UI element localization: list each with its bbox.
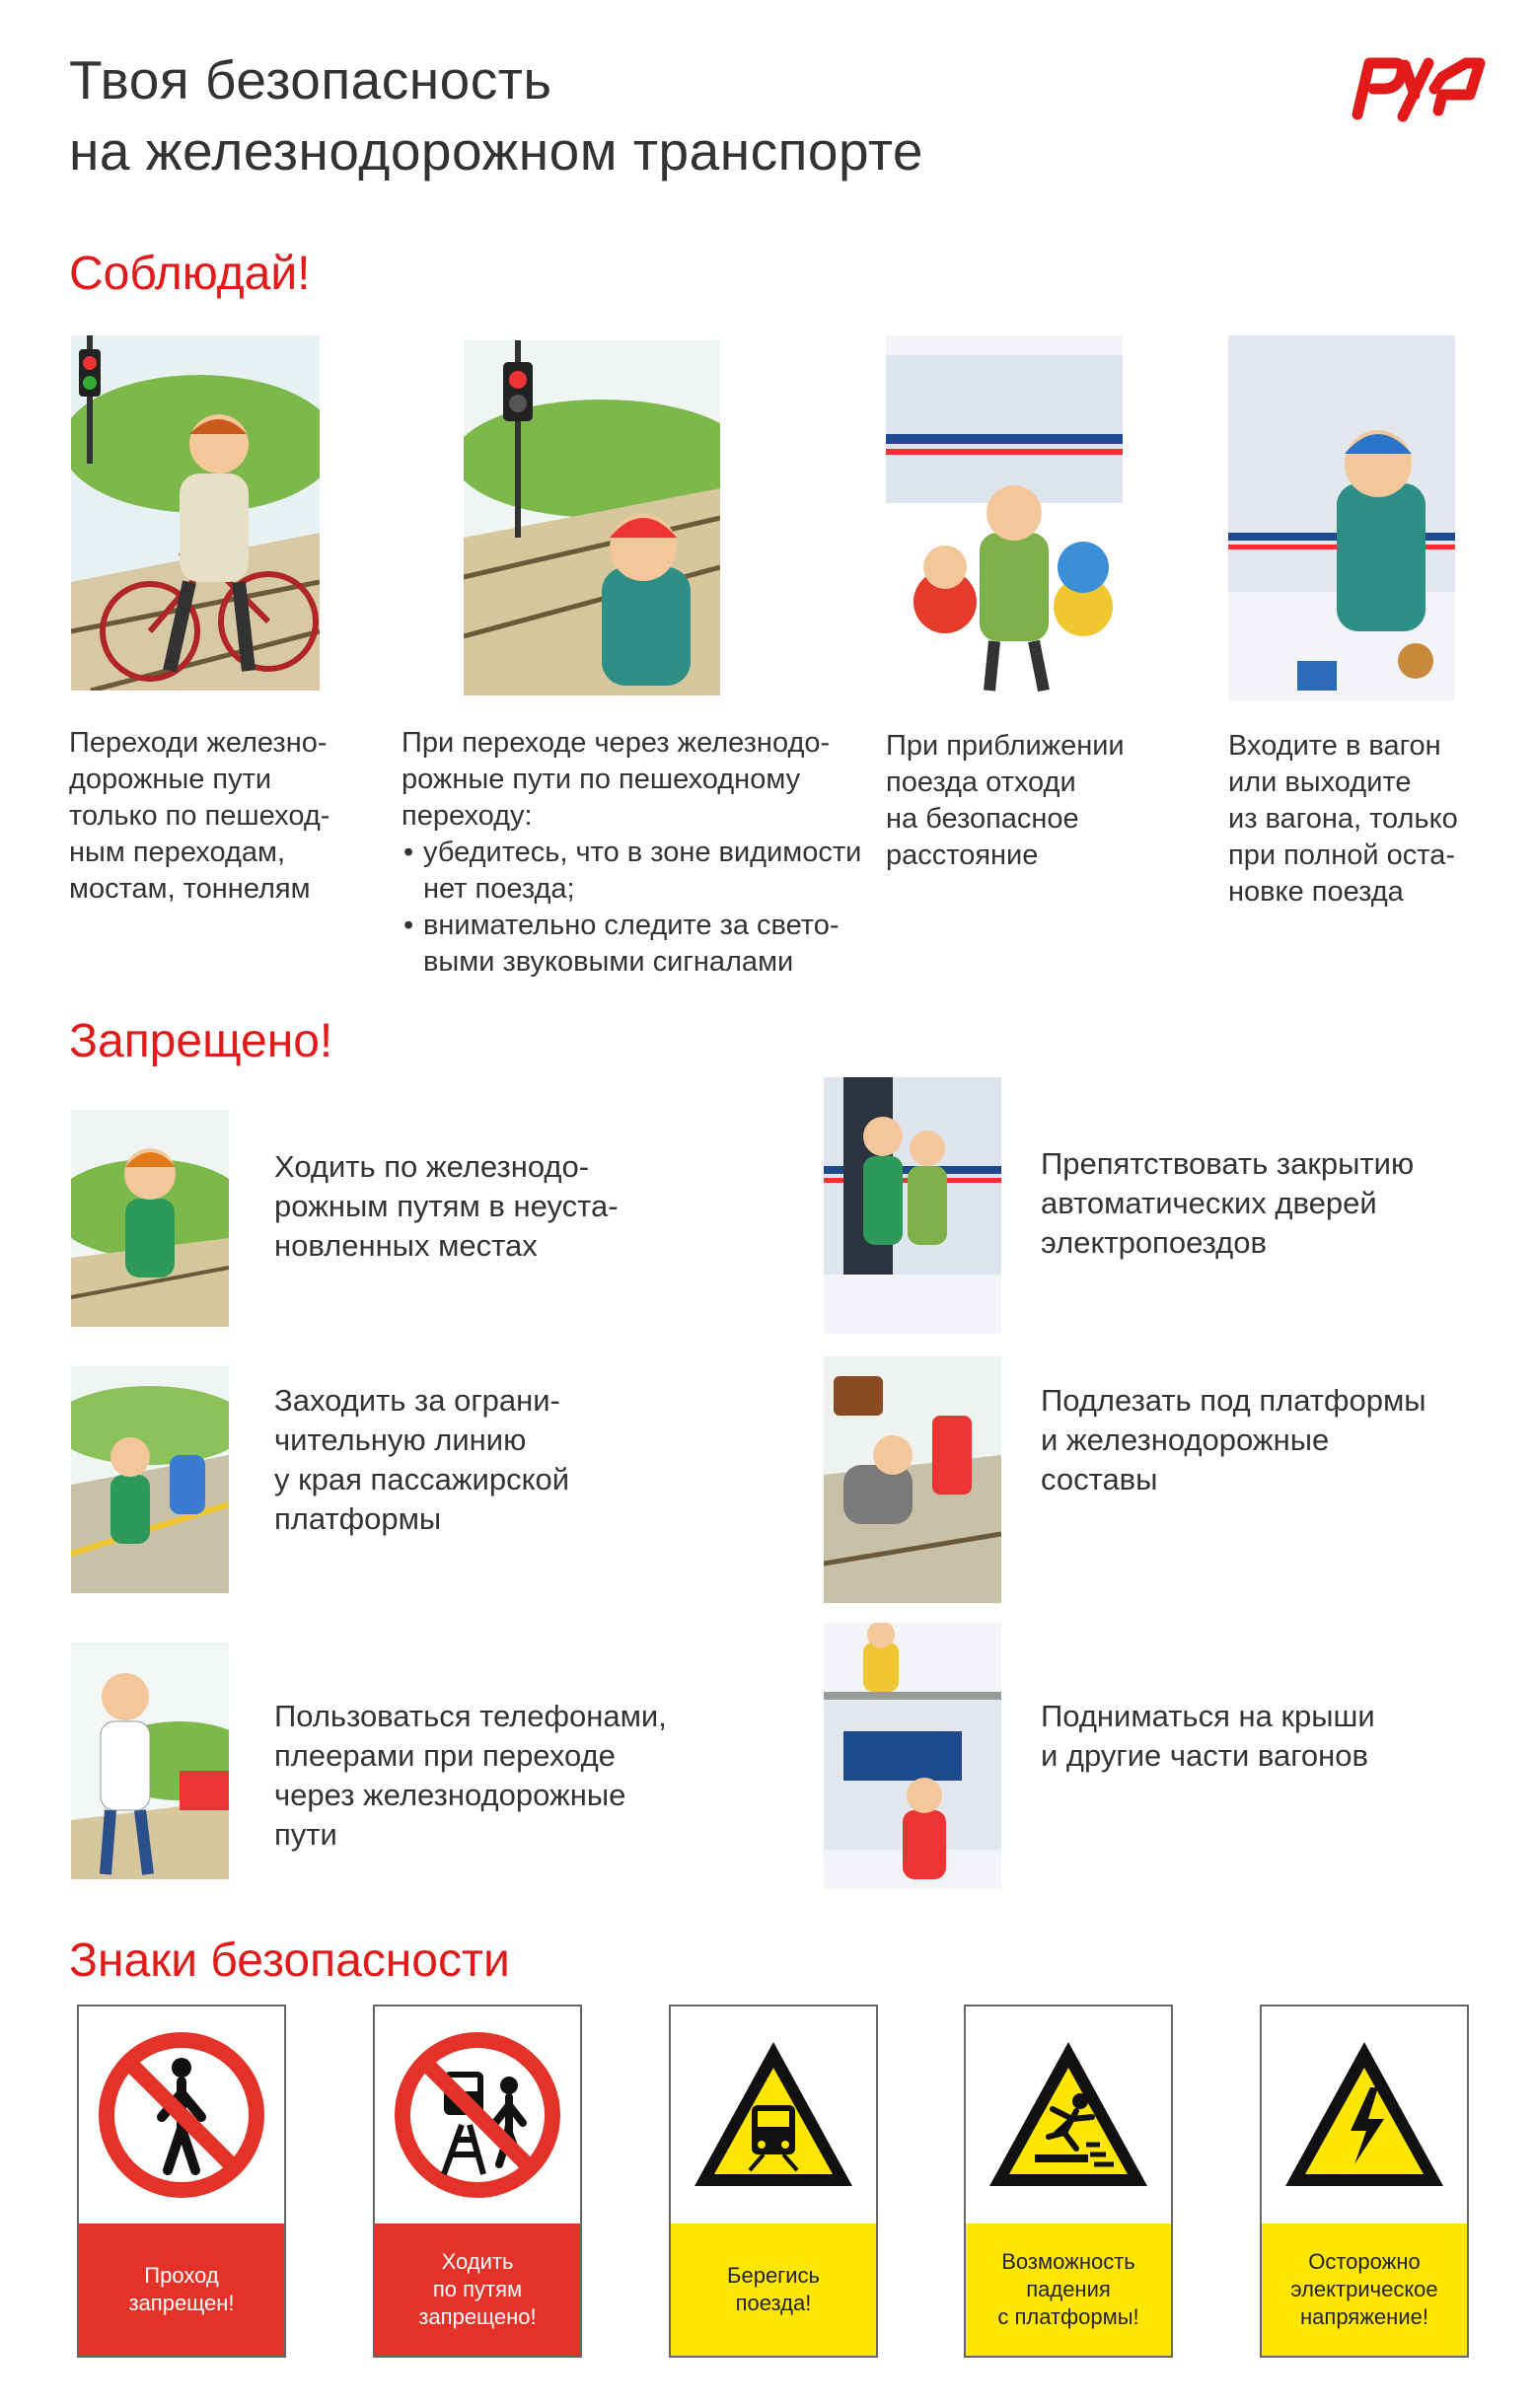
sign-caption: Ходить по путям запрещено! (375, 2224, 580, 2356)
rzd-logo-icon (1344, 37, 1492, 126)
sign-caption: Возможность падения с платформы! (966, 2224, 1171, 2356)
page-title (69, 44, 923, 186)
sign-caption: Берегись поезда! (671, 2224, 876, 2356)
prohibited-text-3: Заходить за ограни- чительную линию у края пассажирской платформы (274, 1383, 570, 1536)
prohibited-text-4: Подлезать под платформы и железнодорожные составы (1041, 1383, 1426, 1496)
prohibited-text-6: Подниматься на крыши и другие части вагонов (1041, 1699, 1375, 1773)
observe-bullet-1: • убедитесь, что в зоне видимости нет поезда; (402, 835, 875, 908)
observe-text-2: При переходе через железнодо- рожные пути по пешеходному переходу: • убедитесь, что в зоне видимости нет поезда; • внимательно следите за свето- выми звуковыми сигналами (402, 725, 875, 981)
sign-fall-from-platform (964, 2005, 1173, 2358)
observe-text-1: Переходи железно- дорожные пути только по пешеход- ным переходам, мостам, тоннелям (69, 727, 330, 905)
sign-caption: Осторожно электрическое напряжение! (1262, 2224, 1467, 2356)
title-line-2: на железнодорожном транспорте (69, 120, 923, 182)
no-pedestrian-icon (79, 2007, 284, 2224)
observe-text-4: Входите в вагон или выходите из вагона, только при полной оста- новке поезда (1228, 730, 1458, 908)
prohibited-illustration-6 (824, 1623, 1001, 1889)
prohibited-heading: Запрещено! (69, 1015, 333, 1067)
no-walking-on-tracks-icon (375, 2007, 580, 2224)
prohibited-text-1: Ходить по железнодо- рожным путям в неуста- новленных местах (274, 1149, 619, 1263)
prohibited-text-2: Препятствовать закрытию автоматических дверей электропоездов (1041, 1146, 1415, 1260)
sign-no-pedestrian (77, 2005, 286, 2358)
sign-high-voltage (1260, 2005, 1469, 2358)
observe-illustration-3 (886, 335, 1123, 700)
rzd-logo (1344, 37, 1492, 126)
observe-text-3: При приближении поезда отходи на безопасное расстояние (886, 730, 1125, 871)
prohibited-text-5: Пользоваться телефонами, плеерами при переходе через железнодорожные пути (274, 1699, 667, 1852)
observe-heading: Соблюдай! (69, 248, 311, 300)
train-warning-icon (671, 2007, 876, 2224)
observe-illustration-2 (464, 340, 720, 695)
prohibited-illustration-5 (71, 1642, 229, 1879)
sign-train-warning (669, 2005, 878, 2358)
prohibited-illustration-3 (71, 1366, 229, 1593)
prohibited-illustration-4 (824, 1356, 1001, 1603)
prohibited-illustration-1 (71, 1110, 229, 1327)
observe-illustration-4 (1228, 335, 1455, 700)
high-voltage-warning-icon (1262, 2007, 1467, 2224)
sign-caption: Проход запрещен! (79, 2224, 284, 2356)
signs-heading: Знаки безопасности (69, 1934, 510, 1987)
sign-no-walking-on-tracks (373, 2005, 582, 2358)
prohibited-illustration-2 (824, 1077, 1001, 1334)
observe-illustration-1 (71, 335, 320, 691)
observe-bullet-2: • внимательно следите за свето- выми звуковыми сигналами (402, 908, 875, 981)
title-line-1: Твоя безопасность (69, 49, 552, 110)
fall-from-platform-warning-icon (966, 2007, 1171, 2224)
